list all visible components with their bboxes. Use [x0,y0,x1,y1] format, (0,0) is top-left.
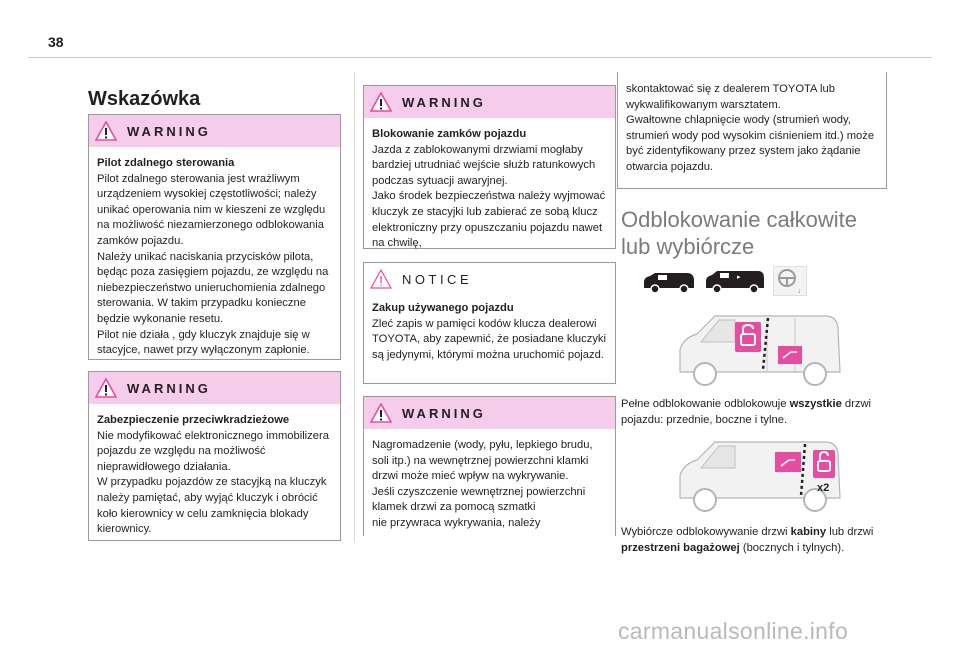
page-number: 38 [48,34,64,50]
warning-body: skontaktować się z dealerem TOYOTA lub wykwalifikowanym warsztatem. Gwałtowne chlapnięcie wody (strumień wody, strumień wody pod wysokim ciśnieniem itd.) może być zidentyfikowany przez system jako żądanie otwarcia pojazdu. [626,83,875,173]
selective-unlock-description [621,525,879,556]
warning-header [89,115,340,147]
header-divider [28,57,932,58]
warning-text [618,72,886,184]
warning-box [363,85,616,249]
arrow-down-icon: ↓ [797,286,801,295]
warning-triangle-icon [95,378,117,398]
warning-body: Nie modyfikować elektronicznego immobilizera pojazdu ze względu na możliwość nieprawidłowego działania. W przypadku pojazdów ze stacyjką na kluczyk należy pamiętać, aby wyjąć kluczyk i obrócić koło kierownicy w celu zamknięcia blokady kierownicy. [97,429,329,536]
watermark: carmanualsonline.info [618,618,849,644]
warning-lead: Blokowanie zamków pojazdu [372,128,527,140]
warning-text [364,118,615,260]
key-remote-icon [778,346,802,364]
van-full-unlock-illustration [675,310,845,390]
warning-title: WARNING [127,123,211,139]
warning-body: Pilot zdalnego sterowania jest wrażliwym urządzeniem wysokiej częstotliwości; należy unikać operowania nim w kieszeni ze względu na możliwość niezamierzonego odblokowania zamków pojazdu. Należy unikać naciskania przycisków pilota, będąc poza zasięgiem pojazdu, ze względu na niebezpieczeństwo unieruchomienia zdalnego sterowania. W takim przypadku konieczne będzie wykonanie resetu. Pilot nie działa , gdy kluczyk znajduje się w stacyjce, nawet przy wyłączonym zapłonie. [97,172,329,357]
notice-lead: Zakup używanego pojazdu [372,302,514,314]
notice-title: NOTICE [402,271,473,287]
warning-lead: Zabezpieczenie przeciwkradzieżowe [97,414,290,426]
notice-text [364,295,615,371]
warning-box-continued [617,72,887,189]
warning-triangle-icon [370,92,392,112]
key-remote-icon [775,452,801,472]
van-badge: ▸ [737,274,741,281]
para-bold: wszystkie [789,398,842,410]
van-selective-unlock-illustration [675,436,845,516]
warning-body: Nagromadzenie (wody, pyłu, lepkiego brudu, soli itp.) na wewnętrznej powierzchni klamki drzwi może mieć wpływ na wykrywanie. Jeśli czyszczenie wewnętrznej powierzchni klamek drzwi za pomocą szmatki nie przywraca wykrywania, należy [372,439,593,529]
warning-triangle-icon [95,121,117,141]
warning-box [363,396,616,536]
x2-label: x2 [817,482,830,494]
para-text: (bocznych i tylnych). [739,541,845,554]
van-short-icon [641,270,697,294]
notice-box [363,262,616,384]
warning-header [364,397,615,429]
para-text: Wybiórcze odblokowywanie drzwi [621,526,791,538]
para-text: drzwi pojazdu: przednie, boczne i tylne. [621,398,872,426]
warning-header [364,86,615,118]
van-long-icon [703,268,767,294]
warning-text [89,147,340,367]
warning-title: WARNING [402,405,486,421]
warning-text [364,429,615,540]
warning-header [89,372,340,404]
notice-header [364,263,615,295]
warning-title: WARNING [127,380,211,396]
warning-triangle-icon [370,403,392,423]
notice-body: Zleć zapis w pamięci kodów klucza dealerowi TOYOTA, aby zapewnić, że posiadane kluczyki są jedynymi, którymi można uruchomić pojazd. [372,317,607,361]
warning-box [88,114,341,360]
section-title: Odblokowanie całkowite lub wybiórcze [621,207,858,259]
para-text: Pełne odblokowanie odblokowuje [621,398,790,410]
notice-triangle-icon [370,269,392,289]
page-heading: Wskazówka [88,88,201,110]
warning-box [88,371,341,541]
steering-wheel-icon [773,266,807,296]
para-bold: przestrzeni bagażowej [621,541,740,554]
padlock-open-icon [813,450,835,478]
warning-title: WARNING [402,94,486,110]
para-text: lub drzwi [826,526,874,538]
full-unlock-description [621,397,879,428]
warning-text [89,404,340,546]
warning-body: Jazda z zablokowanymi drzwiami mogłaby bardziej utrudniać wejście służb ratunkowych podczas sytuacji awaryjnej. Jako środek bezpieczeństwa należy wyjmować kluczyk ze stacyjki lub zabierać ze sobą klucz elektroniczny przy opuszczaniu pojazdu nawet na chwilę, [372,143,606,250]
para-bold: kabiny [790,526,827,538]
column-divider [354,72,355,542]
warning-lead: Pilot zdalnego sterowania [97,157,235,169]
padlock-open-icon [735,322,761,352]
